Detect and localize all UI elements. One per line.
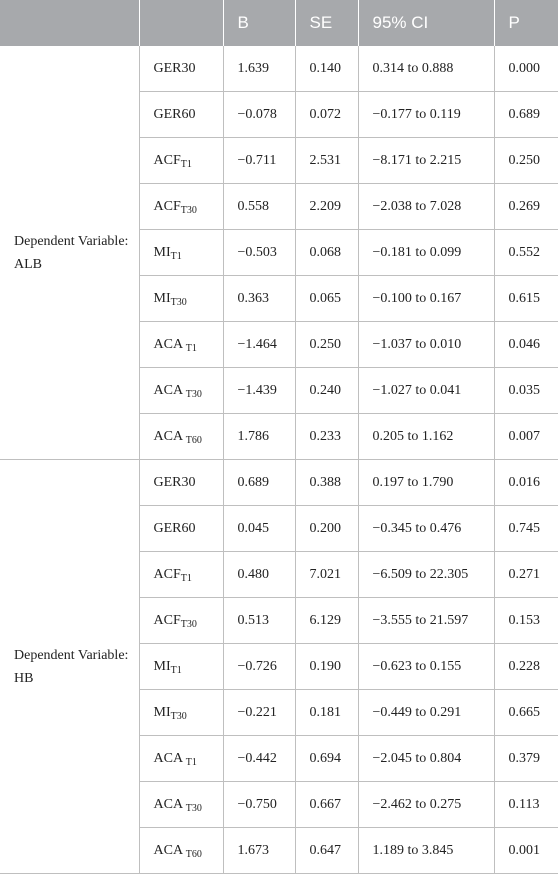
b-cell: 1.786 (223, 414, 295, 460)
predictor-name: ACA (153, 428, 186, 444)
se-cell: 0.694 (295, 736, 358, 782)
b-cell: −1.439 (223, 368, 295, 414)
predictor-cell (139, 552, 223, 598)
table-row (0, 46, 558, 92)
se-cell: 0.250 (295, 322, 358, 368)
b-cell: 0.513 (223, 598, 295, 644)
b-cell: 0.045 (223, 506, 295, 552)
p-cell: 0.228 (494, 644, 558, 690)
se-cell: 2.531 (295, 138, 358, 184)
predictor-cell (139, 368, 223, 414)
predictor-cell (139, 230, 223, 276)
header-p: P (494, 0, 558, 46)
predictor-timepoint: T1 (170, 250, 182, 262)
predictor-timepoint: T1 (170, 664, 182, 676)
ci-cell: −0.345 to 0.476 (358, 506, 494, 552)
predictor-timepoint: T1 (185, 342, 197, 354)
header-variable (139, 0, 223, 46)
p-cell: 0.016 (494, 460, 558, 506)
p-cell: 0.035 (494, 368, 558, 414)
b-cell: 1.639 (223, 46, 295, 92)
predictor-name: MI (153, 704, 171, 720)
ci-cell: −2.045 to 0.804 (358, 736, 494, 782)
ci-cell: 0.205 to 1.162 (358, 414, 494, 460)
ci-cell: −1.037 to 0.010 (358, 322, 494, 368)
se-cell: 0.072 (295, 92, 358, 138)
predictor-cell (139, 506, 223, 552)
predictor-cell (139, 276, 223, 322)
p-cell: 0.379 (494, 736, 558, 782)
p-cell: 0.250 (494, 138, 558, 184)
se-cell: 0.200 (295, 506, 358, 552)
predictor-cell (139, 46, 223, 92)
p-cell: 0.689 (494, 92, 558, 138)
ci-cell: −0.181 to 0.099 (358, 230, 494, 276)
b-cell: 1.673 (223, 828, 295, 874)
b-cell: −0.078 (223, 92, 295, 138)
predictor-name: GER60 (153, 520, 196, 536)
header-row (0, 0, 558, 46)
ci-cell: −1.027 to 0.041 (358, 368, 494, 414)
predictor-name: ACA (153, 336, 186, 352)
se-cell: 0.068 (295, 230, 358, 276)
predictor-timepoint: T1 (180, 572, 192, 584)
predictor-timepoint: T1 (180, 158, 192, 170)
se-cell: 0.388 (295, 460, 358, 506)
predictor-cell (139, 690, 223, 736)
predictor-cell (139, 828, 223, 874)
p-cell: 0.007 (494, 414, 558, 460)
ci-cell: −0.449 to 0.291 (358, 690, 494, 736)
se-cell: 6.129 (295, 598, 358, 644)
ci-cell: −2.462 to 0.275 (358, 782, 494, 828)
predictor-cell (139, 322, 223, 368)
b-cell: 0.689 (223, 460, 295, 506)
b-cell: 0.480 (223, 552, 295, 598)
header-b: B (223, 0, 295, 46)
predictor-name: ACA (153, 382, 186, 398)
se-cell: 0.140 (295, 46, 358, 92)
table-header (0, 0, 558, 46)
ci-cell: −2.038 to 7.028 (358, 184, 494, 230)
header-se: SE (295, 0, 358, 46)
p-cell: 0.113 (494, 782, 558, 828)
predictor-name: GER30 (153, 474, 196, 490)
se-cell: 0.233 (295, 414, 358, 460)
b-cell: −0.442 (223, 736, 295, 782)
ci-cell: −0.623 to 0.155 (358, 644, 494, 690)
predictor-name: ACA (153, 796, 186, 812)
predictor-cell (139, 138, 223, 184)
predictor-name: ACF (153, 612, 181, 628)
ci-cell: −3.555 to 21.597 (358, 598, 494, 644)
predictor-name: ACA (153, 842, 186, 858)
predictor-name: GER30 (153, 60, 196, 76)
predictor-cell (139, 414, 223, 460)
dependent-variable-label: Dependent Variable: ALB (0, 46, 139, 460)
table-row (0, 460, 558, 506)
predictor-timepoint: T30 (180, 618, 197, 630)
ci-cell: 1.189 to 3.845 (358, 828, 494, 874)
ci-cell: −0.100 to 0.167 (358, 276, 494, 322)
predictor-name: MI (153, 244, 171, 260)
se-cell: 2.209 (295, 184, 358, 230)
predictor-timepoint: T1 (185, 756, 197, 768)
header-dependent (0, 0, 139, 46)
predictor-cell (139, 92, 223, 138)
predictor-cell (139, 184, 223, 230)
predictor-timepoint: T30 (170, 296, 187, 308)
ci-cell: −6.509 to 22.305 (358, 552, 494, 598)
p-cell: 0.271 (494, 552, 558, 598)
ci-cell: −8.171 to 2.215 (358, 138, 494, 184)
predictor-cell (139, 782, 223, 828)
b-cell: 0.363 (223, 276, 295, 322)
p-cell: 0.615 (494, 276, 558, 322)
predictor-timepoint: T30 (185, 388, 202, 400)
predictor-name: MI (153, 658, 171, 674)
se-cell: 0.240 (295, 368, 358, 414)
predictor-cell (139, 736, 223, 782)
p-cell: 0.269 (494, 184, 558, 230)
predictor-name: ACF (153, 566, 181, 582)
b-cell: −0.726 (223, 644, 295, 690)
se-cell: 0.181 (295, 690, 358, 736)
predictor-cell (139, 644, 223, 690)
header-ci: 95% CI (358, 0, 494, 46)
b-cell: −0.503 (223, 230, 295, 276)
predictor-cell (139, 460, 223, 506)
se-cell: 0.647 (295, 828, 358, 874)
b-cell: −0.711 (223, 138, 295, 184)
p-cell: 0.552 (494, 230, 558, 276)
se-cell: 0.190 (295, 644, 358, 690)
b-cell: −0.750 (223, 782, 295, 828)
p-cell: 0.046 (494, 322, 558, 368)
p-cell: 0.001 (494, 828, 558, 874)
predictor-name: ACA (153, 750, 186, 766)
ci-cell: −0.177 to 0.119 (358, 92, 494, 138)
b-cell: 0.558 (223, 184, 295, 230)
predictor-timepoint: T30 (180, 204, 197, 216)
predictor-timepoint: T60 (185, 434, 202, 446)
p-cell: 0.745 (494, 506, 558, 552)
predictor-cell (139, 598, 223, 644)
b-cell: −1.464 (223, 322, 295, 368)
predictor-timepoint: T30 (170, 710, 187, 722)
predictor-name: ACF (153, 152, 181, 168)
predictor-name: GER60 (153, 106, 196, 122)
p-cell: 0.000 (494, 46, 558, 92)
predictor-timepoint: T60 (185, 848, 202, 860)
predictor-name: MI (153, 290, 171, 306)
predictor-timepoint: T30 (185, 802, 202, 814)
ci-cell: 0.314 to 0.888 (358, 46, 494, 92)
se-cell: 0.065 (295, 276, 358, 322)
se-cell: 7.021 (295, 552, 358, 598)
p-cell: 0.665 (494, 690, 558, 736)
table-body (0, 46, 558, 874)
predictor-name: ACF (153, 198, 181, 214)
se-cell: 0.667 (295, 782, 358, 828)
dependent-variable-label: Dependent Variable: HB (0, 460, 139, 874)
ci-cell: 0.197 to 1.790 (358, 460, 494, 506)
b-cell: −0.221 (223, 690, 295, 736)
p-cell: 0.153 (494, 598, 558, 644)
